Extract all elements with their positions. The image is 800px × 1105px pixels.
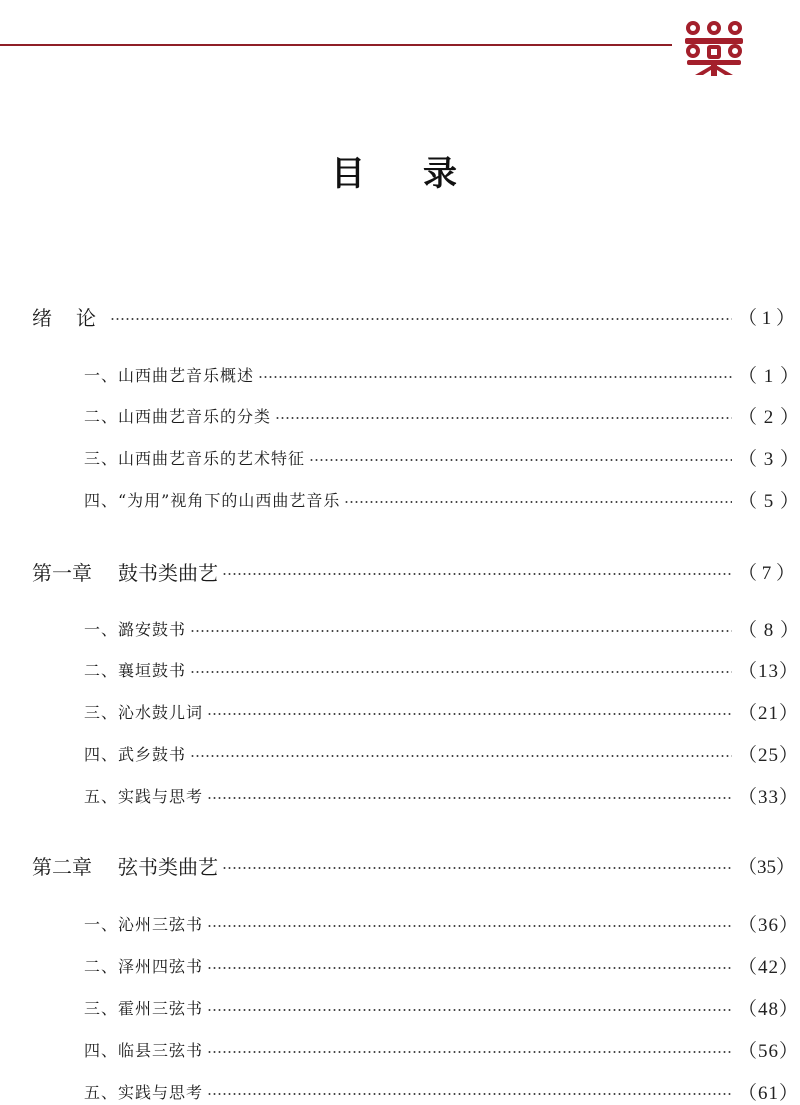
ornamental-logo-icon xyxy=(683,18,745,76)
toc-section-row[interactable] xyxy=(0,909,800,937)
section-title: 二、泽州四弦书 xyxy=(84,956,204,976)
chapter-number: 第一章 xyxy=(32,560,92,585)
section-title: 三、霍州三弦书 xyxy=(84,998,204,1018)
toc-label xyxy=(0,488,340,511)
toc-label xyxy=(0,784,203,807)
toc-label xyxy=(0,742,186,765)
page-number: （ 1 ） xyxy=(738,307,796,329)
dot-leader xyxy=(190,755,732,757)
dot-leader xyxy=(190,671,732,673)
section-title: 二、山西曲艺音乐的分类 xyxy=(84,406,272,426)
toc-label xyxy=(0,404,271,427)
section-title: 四、武乡鼓书 xyxy=(84,744,187,764)
toc-label xyxy=(0,1038,203,1061)
dot-leader xyxy=(275,417,732,419)
toc-label xyxy=(0,912,203,935)
page-number: （25） xyxy=(738,744,800,766)
page-title-left: 目 xyxy=(331,154,367,194)
chapter-title: 论 xyxy=(76,305,96,330)
toc-section-row[interactable] xyxy=(0,485,800,513)
toc-section-row[interactable] xyxy=(0,614,800,642)
page-number: （ 2 ） xyxy=(738,406,800,428)
page-title xyxy=(0,146,790,195)
page-number: （56） xyxy=(738,1040,800,1062)
toc-label xyxy=(0,557,218,586)
dot-leader xyxy=(309,459,732,461)
section-title: 四、临县三弦书 xyxy=(84,1040,204,1060)
section-title: 一、山西曲艺音乐概述 xyxy=(84,365,255,385)
toc-section-row[interactable] xyxy=(0,993,800,1021)
header-rule xyxy=(0,44,672,46)
toc-section-row[interactable] xyxy=(0,655,800,683)
page-number: （36） xyxy=(738,914,800,936)
dot-leader xyxy=(110,318,732,320)
toc-section-row[interactable] xyxy=(0,443,800,471)
section-title: 一、潞安鼓书 xyxy=(84,619,187,639)
page-number: （48） xyxy=(738,998,800,1020)
page-number: （35） xyxy=(738,856,796,878)
toc-section-row[interactable] xyxy=(0,1077,800,1105)
toc-section-row[interactable] xyxy=(0,739,800,767)
section-title: 三、山西曲艺音乐的艺术特征 xyxy=(84,448,306,468)
dot-leader xyxy=(207,1093,732,1095)
toc-section-row[interactable] xyxy=(0,401,800,429)
page-title-right: 录 xyxy=(423,154,459,194)
toc-label xyxy=(0,700,203,723)
toc-chapter-row[interactable] xyxy=(0,851,796,879)
section-title: 四、“为用”视角下的山西曲艺音乐 xyxy=(84,490,341,510)
toc-section-row[interactable] xyxy=(0,951,800,979)
toc-section-row[interactable] xyxy=(0,360,800,388)
toc-label xyxy=(0,446,305,469)
toc-label xyxy=(0,851,218,880)
page-number: （13） xyxy=(738,660,800,682)
toc-chapter-row[interactable] xyxy=(0,557,796,585)
section-title: 三、沁水鼓儿词 xyxy=(84,702,204,722)
toc-label xyxy=(0,996,203,1019)
page-number: （61） xyxy=(738,1082,800,1104)
toc-label xyxy=(0,954,203,977)
page-number: （ 7 ） xyxy=(738,562,796,584)
dot-leader xyxy=(222,573,732,575)
toc-label xyxy=(0,658,186,681)
section-title: 二、襄垣鼓书 xyxy=(84,660,187,680)
page-number: （ 1 ） xyxy=(738,365,800,387)
page-number: （ 8 ） xyxy=(738,619,800,641)
chapter-number: 绪 xyxy=(32,305,52,330)
section-title: 五、实践与思考 xyxy=(84,1082,204,1102)
dot-leader xyxy=(207,1051,732,1053)
dot-leader xyxy=(190,630,732,632)
toc-label xyxy=(0,1080,203,1103)
dot-leader xyxy=(222,867,732,869)
dot-leader xyxy=(207,1009,732,1011)
toc-label xyxy=(0,302,96,331)
dot-leader xyxy=(344,501,732,503)
toc-section-row[interactable] xyxy=(0,697,800,725)
toc-chapter-row[interactable] xyxy=(0,302,796,330)
section-title: 五、实践与思考 xyxy=(84,786,204,806)
dot-leader xyxy=(258,376,732,378)
toc-label xyxy=(0,617,186,640)
dot-leader xyxy=(207,713,732,715)
section-title: 一、沁州三弦书 xyxy=(84,914,204,934)
page-number: （ 5 ） xyxy=(738,490,800,512)
dot-leader xyxy=(207,925,732,927)
toc-label xyxy=(0,363,254,386)
page-number: （33） xyxy=(738,786,800,808)
chapter-title: 弦书类曲艺 xyxy=(118,854,218,879)
page-number: （ 3 ） xyxy=(738,448,800,470)
page-number: （21） xyxy=(738,702,800,724)
chapter-number: 第二章 xyxy=(32,854,92,879)
dot-leader xyxy=(207,967,732,969)
dot-leader xyxy=(207,797,732,799)
page-number: （42） xyxy=(738,956,800,978)
toc-section-row[interactable] xyxy=(0,1035,800,1063)
chapter-title: 鼓书类曲艺 xyxy=(118,560,218,585)
toc-section-row[interactable] xyxy=(0,781,800,809)
